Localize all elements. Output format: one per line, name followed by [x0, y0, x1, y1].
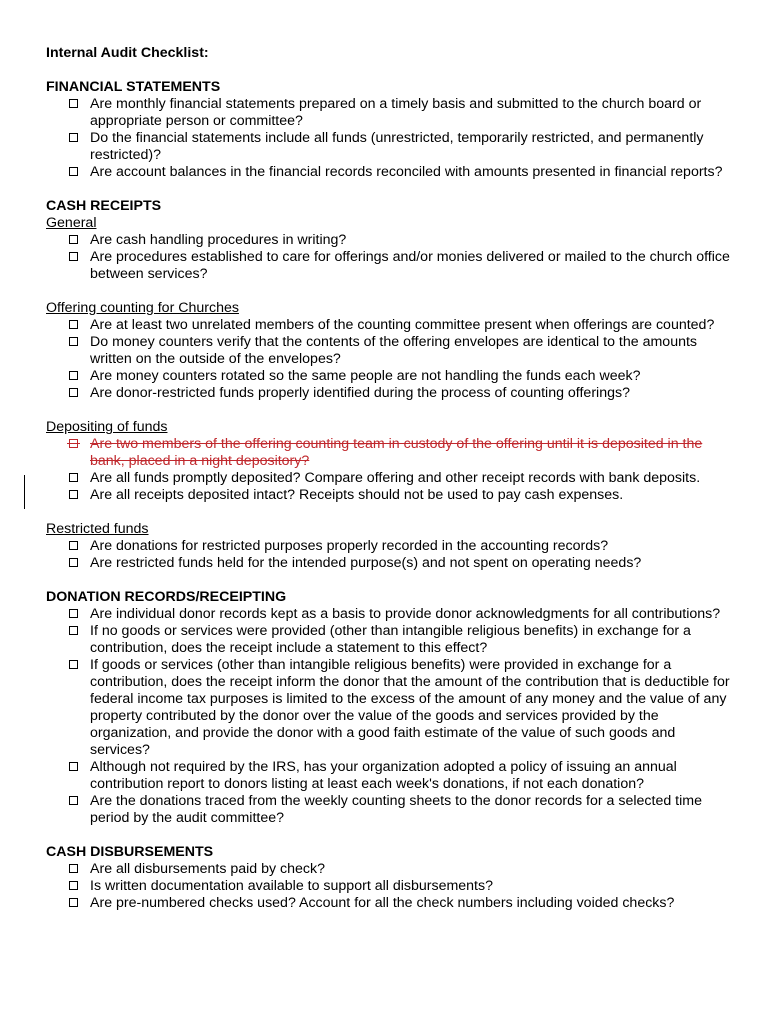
section [46, 589, 736, 827]
checklist-item-text: Are all disbursements paid by check? [90, 861, 326, 877]
section [46, 79, 736, 181]
checklist-item-text: Are donations for restricted purposes properly recorded in the accounting records? [90, 538, 609, 554]
checklist-item [46, 385, 736, 402]
section-title: CASH RECEIPTS [46, 198, 162, 214]
checklist-item [46, 861, 736, 878]
checklist-item-text: Are at least two unrelated members of the counting committee present when offerings are counted? [90, 317, 715, 333]
checklist-item-text: Are monthly financial statements prepared on a timely basis and submitted to the church board or appropriate person or committee? [90, 96, 702, 129]
checklist-item [46, 878, 736, 895]
revision-change-bar [24, 475, 25, 509]
document-title: Internal Audit Checklist: [46, 45, 209, 61]
checklist-item-text: Are the donations traced from the weekly counting sheets to the donor records for a selected time period by the audit committee? [90, 793, 702, 826]
checklist-item [46, 249, 736, 283]
checklist [46, 538, 736, 572]
checklist-item-text: Are procedures established to care for offerings and/or monies delivered or mailed to the church office between services? [90, 249, 730, 282]
checklist-item [46, 895, 736, 912]
subsection [46, 96, 736, 181]
checklist-item [46, 164, 736, 181]
checklist-item-text: Are restricted funds held for the intended purpose(s) and not spent on operating needs? [90, 555, 642, 571]
checklist-item-text: Are pre-numbered checks used? Account for all the check numbers including voided checks? [90, 895, 675, 911]
checkbox-icon [69, 796, 78, 805]
checklist-item-text: Are all receipts deposited intact? Receipts should not be used to pay cash expenses. [90, 487, 624, 503]
checkbox-icon [69, 881, 78, 890]
checklist-item-text: Do money counters verify that the contents of the offering envelopes are identical to the amounts written on the outside of the envelopes? [90, 334, 698, 367]
checklist-item [46, 96, 736, 130]
checkbox-icon [69, 439, 78, 448]
section [46, 198, 736, 572]
checkbox-icon [69, 337, 78, 346]
section-title: DONATION RECORDS/RECEIPTING [46, 589, 287, 605]
checklist [46, 606, 736, 827]
subsection [46, 521, 736, 572]
checkbox-icon [69, 473, 78, 482]
subsection-heading: Restricted funds [46, 521, 149, 537]
checklist-item [46, 317, 736, 334]
checklist-item-text: Are donor-restricted funds properly identified during the process of counting offerings? [90, 385, 630, 401]
checklist-item-text: Are account balances in the financial records reconciled with amounts presented in financial reports? [90, 164, 723, 180]
subsection-heading: Depositing of funds [46, 419, 168, 435]
checkbox-icon [69, 762, 78, 771]
checklist-item-text: If no goods or services were provided (other than intangible religious benefits) in exchange for a contribution, does the receipt include a statement to this effect? [90, 623, 691, 656]
checklist-item [46, 334, 736, 368]
checklist-item-text: If goods or services (other than intangible religious benefits) were provided in exchange for a contribution, does the receipt inform the donor that the amount of the contribution that is deductible for federal income tax purposes is limited to the excess of the amount of any money and the value of any property contributed by the donor over the value of the goods and services provided by the organization, and provide the donor with a good faith estimate of the value of such goods and services? [90, 657, 730, 758]
checkbox-icon [69, 898, 78, 907]
checklist-item [46, 470, 736, 487]
checklist-item-text: Are two members of the offering counting team in custody of the offering until it is deposited in the bank, placed in a night depository? [90, 436, 703, 469]
subsection [46, 419, 736, 504]
checklist-item [46, 538, 736, 555]
sections-container [46, 79, 736, 912]
checklist-item [46, 232, 736, 249]
checklist-item-text: Are all funds promptly deposited? Compare offering and other receipt records with bank deposits. [90, 470, 701, 486]
section-title: CASH DISBURSEMENTS [46, 844, 214, 860]
checklist-page [46, 45, 736, 929]
checklist-item-text: Is written documentation available to support all disbursements? [90, 878, 493, 894]
checkbox-icon [69, 235, 78, 244]
subsection [46, 215, 736, 283]
checklist-item [46, 623, 736, 657]
checkbox-icon [69, 626, 78, 635]
checkbox-icon [69, 609, 78, 618]
section-title: FINANCIAL STATEMENTS [46, 79, 221, 95]
checkbox-icon [69, 371, 78, 380]
checkbox-icon [69, 864, 78, 873]
checkbox-icon [69, 320, 78, 329]
subsection-heading: General [46, 215, 97, 231]
checklist-item [46, 606, 736, 623]
checkbox-icon [69, 388, 78, 397]
subsection [46, 861, 736, 912]
checklist [46, 232, 736, 283]
checklist [46, 317, 736, 402]
checkbox-icon [69, 558, 78, 567]
checkbox-icon [69, 252, 78, 261]
subsection [46, 300, 736, 402]
checklist-item [46, 759, 736, 793]
checklist-item-text: Do the financial statements include all funds (unrestricted, temporarily restricted, and permanently restricted)? [90, 130, 704, 163]
checklist-item-text: Are cash handling procedures in writing? [90, 232, 347, 248]
checklist-item-text: Are money counters rotated so the same people are not handling the funds each week? [90, 368, 641, 384]
checklist-item-text: Are individual donor records kept as a basis to provide donor acknowledgments for all contributions? [90, 606, 721, 622]
checklist-item [46, 368, 736, 385]
checklist-item [46, 130, 736, 164]
checklist [46, 96, 736, 181]
checkbox-icon [69, 99, 78, 108]
checklist-item-deleted [46, 436, 736, 470]
checkbox-icon [69, 133, 78, 142]
checkbox-icon [69, 167, 78, 176]
checkbox-icon [69, 490, 78, 499]
checklist-item [46, 793, 736, 827]
checklist [46, 861, 736, 912]
subsection-heading: Offering counting for Churches [46, 300, 239, 316]
checklist-item [46, 487, 736, 504]
section [46, 844, 736, 912]
checklist-item [46, 657, 736, 759]
checklist-item-text: Although not required by the IRS, has your organization adopted a policy of issuing an annual contribution report to donors listing at least each week's donations, if not each donation? [90, 759, 677, 792]
checkbox-icon [69, 660, 78, 669]
checklist [46, 436, 736, 504]
checklist-item [46, 555, 736, 572]
checkbox-icon [69, 541, 78, 550]
subsection [46, 606, 736, 827]
